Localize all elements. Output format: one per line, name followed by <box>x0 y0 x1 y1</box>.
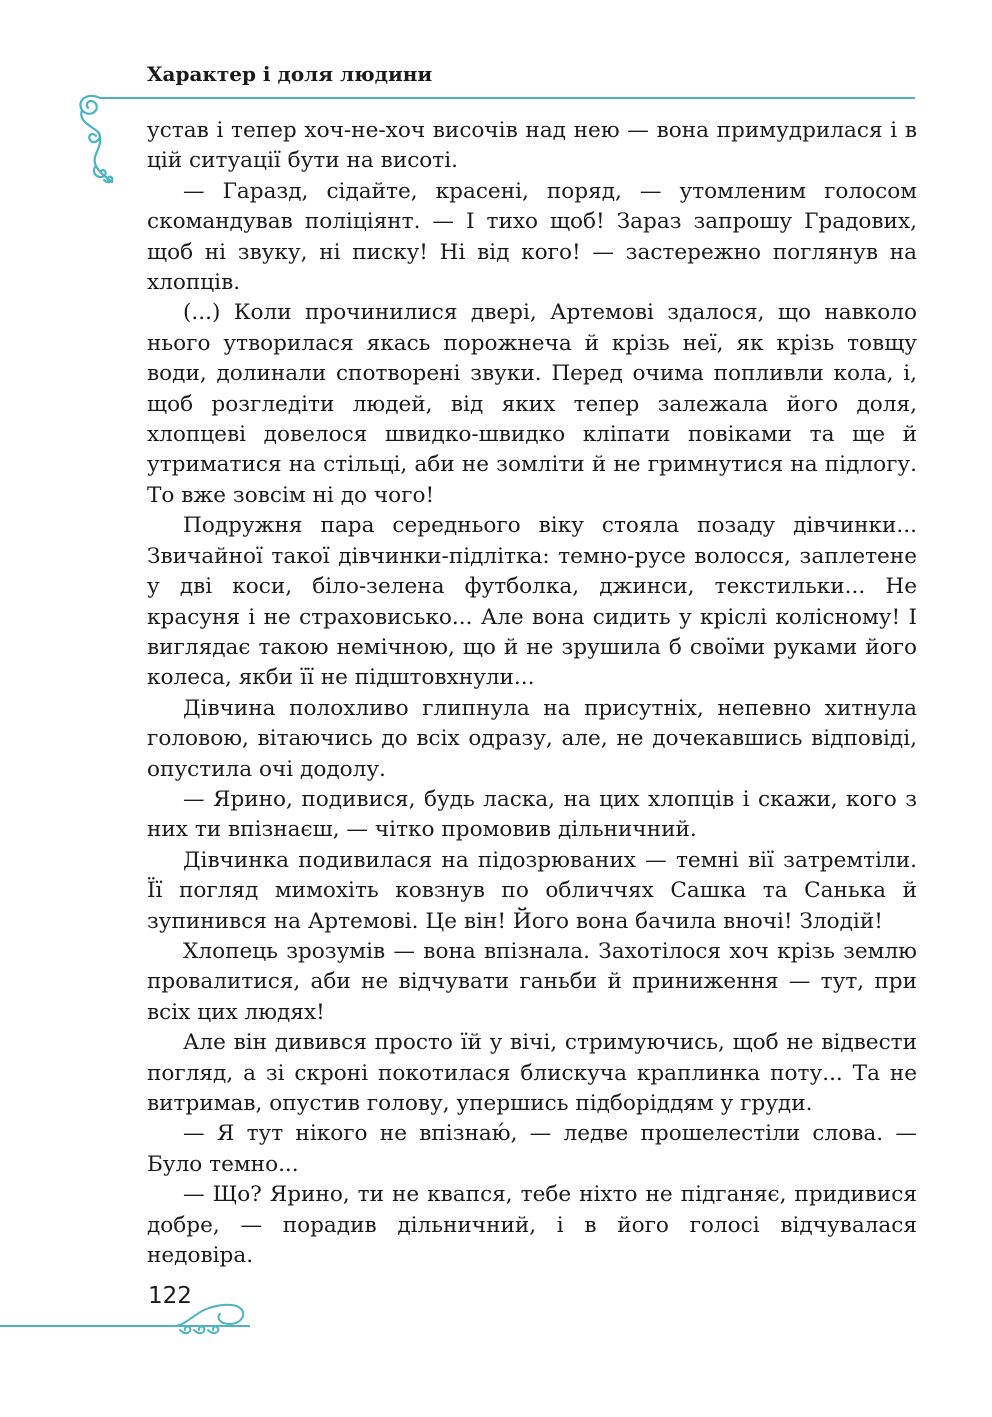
paragraph: Але він дивився просто їй у вічі, стримуючись, щоб не відвести погляд, а зі скроні покотилася блискуча краплинка поту... Та не витримав, опустив голову, упершись підборіддям у груди. <box>147 1030 917 1116</box>
header-rule <box>100 97 915 99</box>
paragraph: (...) Коли прочинилися двері, Артемові здалося, що навколо нього утворилася якась порожнеча й крізь неї, як крізь товщу води, долинали спотворені звуки. Перед очима попливли кола, і, щоб розгледіти людей, від яких тепер залежала його доля, хлопцеві довелося швидко-швидко кліпати повіками та ще й утриматися на стільці, аби не зомліти й не гримнутися на підлогу. То вже зовсім ні до чого! <box>147 300 917 508</box>
decorative-swirl-icon <box>68 88 128 198</box>
paragraph: — Я тут нікого не впізнаю́, — ледве прошелестіли слова. — Було темно... <box>147 1121 917 1177</box>
paragraph: — Що? Ярино, ти не квапся, тебе ніхто не підганяє, придивися добре, — порадив дільничний, і в його голосі відчувалася недовіра. <box>147 1182 917 1269</box>
paragraph: Дівчинка подивилася на підозрюваних — темні вії затремтіли. Її погляд мимохіть ковзнув по обличчях Сашка та Санька й зупинився на Артемові. Це він! Його вона бачила вночі! Злодій! <box>147 847 917 934</box>
paragraph: Подружня пара середнього віку стояла позаду дівчинки... Звичайної такої дівчинки-підлітка: темно-русе волосся, заплетене у дві коси, біло-зелена футболка, джинси, текстильки... Не красуня і не страховисько... Але вона сидить у кріслі колісному! І виглядає такою немічною, що й не зрушила б своїми руками його колеса, якби її не підштовхнули... <box>147 513 917 691</box>
paragraph: Хлопець зрозумів — вона впізнала. Захотілося хоч крізь землю провалитися, аби не відчувати ганьби й приниження — тут, при всіх цих людях! <box>147 938 917 1025</box>
page-number: 122 <box>148 1283 192 1309</box>
body-text <box>147 116 917 1271</box>
paragraph: Дівчина полохливо глипнула на присутніх, непевно хитнула головою, вітаючись до всіх одразу, але, не дочекавшись відповіді, опустила очі додолу. <box>147 695 917 782</box>
running-header: Характер і доля людини <box>147 62 433 86</box>
decorative-swirl-icon <box>170 1296 250 1342</box>
paragraph: — Гаразд, сідайте, красені, поряд, — утомленим голосом скомандував поліціянт. — І тихо щоб! Зараз запрошу Градових, щоб ні звуку, ні писку! Ні від кого! — застережно поглянув на хлопців. <box>147 178 917 296</box>
paragraph: устав і тепер хоч-не-хоч височів над нею — вона примудрилася і в цій ситуації бути на висоті. <box>147 118 917 174</box>
paragraph: — Ярино, подивися, будь ласка, на цих хлопців і скажи, кого з них ти впізнаєш, — чітко промовив дільничний. <box>147 786 917 843</box>
